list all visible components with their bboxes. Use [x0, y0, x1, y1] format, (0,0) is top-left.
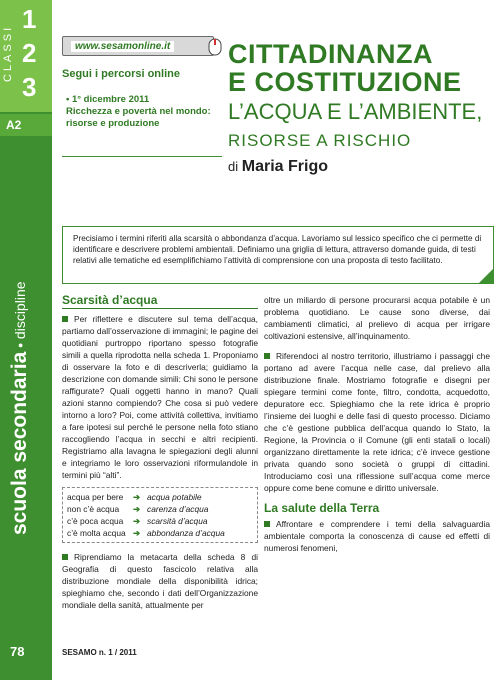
classi-label: CLASSI	[2, 24, 14, 83]
vocab-term: non c’è acqua	[67, 504, 120, 514]
paragraph-text: Riferendoci al nostro territorio, illustriamo i passaggi che portano ad avere l’acqua nelle case, dal prelievo alla distribuzione finale. Mostriamo fotografie e disegni per spiegare termini come fonte, filtro, condotta, acquedotto, depuratore ecc. Spieghiamo che la rete idrica è proprio l’insieme dei luoghi e delle fasi di questo processo. Diciamo che c’è gestione pubblica dell’acqua quando lo Stato, la Regione, la Provincia o il Comune (gli enti statali o locali) organizzano direttamente la rete idrica; c’è invece gestione privata quando sono società o gruppi di cittadini. Introduciamo così una riflessione sull’acqua come merce oppure come bene comune e diritto universale.	[264, 351, 490, 493]
vertical-title-sub: • discipline	[12, 281, 28, 352]
class-number-3: 3	[22, 72, 37, 102]
right-column	[264, 294, 490, 560]
arrow-right-icon: ➔	[133, 492, 141, 502]
page-number: 78	[10, 644, 25, 659]
title-line-2: E COSTITUZIONE	[228, 67, 462, 97]
vocab-term: c’è molta acqua	[67, 528, 126, 538]
vertical-title-main: scuola secondaria	[8, 351, 31, 535]
subtitle-line-2: RISORSE A RISCHIO	[228, 131, 412, 150]
bullet-square-icon	[264, 353, 270, 359]
online-heading: Segui i percorsi online	[62, 68, 180, 80]
arrow-right-icon: ➔	[133, 516, 141, 526]
online-block	[62, 36, 214, 130]
paragraph-text: oltre un miliardo di persone procurarsi acqua potabile è un problema quotidiano. Le cause sono diverse, dai cambiamenti climatici, al prelievo di acqua per irrigare coltivazioni estensive, all’inquinamento.	[264, 295, 490, 341]
vocabulary-box	[62, 487, 258, 543]
left-column	[62, 294, 258, 617]
online-item-title: Ricchezza e povertà nel mondo: risorse e produzione	[66, 106, 211, 129]
paragraph	[62, 313, 258, 481]
vocab-replacement: carenza d’acqua	[147, 504, 209, 514]
title-line-1: CITTADINANZA	[228, 39, 433, 69]
paragraph-text: Riprendiamo la metacarta della scheda 8 di Geografia di questo fascicolo relativa alla distribuzione mondiale della disponibilità idrica; spieghiamo che, secondo i dati dell’Organizzazione mondiale della sanità, attualmente per	[62, 552, 258, 610]
arrow-right-icon: ➔	[133, 528, 141, 538]
intro-text: Precisiamo i termini riferiti alla scarsità o abbondanza d’acqua. Lavoriamo sul lessico specifico che ci permette di identificare e descrivere problemi ambientali. Definiamo una griglia di lettura, attraverso domande guida, di testi relativi alle tematiche ed esemplifichiamo l’attività di comprensione con una proposta di testo facilitato.	[73, 234, 482, 265]
side-band	[0, 0, 52, 680]
vocab-row	[67, 491, 253, 503]
site-url[interactable]: www.sesamonline.it	[71, 41, 174, 52]
section-heading-scarsita: Scarsità d’acqua	[62, 294, 258, 309]
bullet-square-icon	[62, 554, 68, 560]
subtitle-line-1: L’ACQUA E L’AMBIENTE,	[228, 99, 483, 124]
footer-issue: SESAMO n. 1 / 2011	[62, 648, 137, 657]
section-code: A2	[0, 114, 52, 136]
author-name: Maria Frigo	[241, 158, 328, 175]
header-divider	[62, 156, 222, 157]
paragraph-text: Affrontare e comprendere i temi della salvaguardia ambientale comporta la conoscenza di cause ed effetti di numerosi fenomeni,	[264, 519, 490, 553]
vocab-row	[67, 503, 253, 515]
bullet-square-icon	[264, 521, 270, 527]
author-prefix: di	[228, 159, 239, 174]
vocab-term: c’è poca acqua	[67, 516, 124, 526]
online-item-date: • 1° dicembre 2011	[66, 94, 150, 105]
vocab-row	[67, 527, 253, 539]
intro-box	[62, 226, 494, 284]
paragraph	[264, 518, 490, 554]
arrow-right-icon: ➔	[133, 504, 141, 514]
paragraph	[264, 350, 490, 494]
author-line	[228, 158, 496, 176]
vocab-term: acqua per bere	[67, 492, 124, 502]
online-item[interactable]	[62, 94, 214, 130]
vertical-section-title	[8, 165, 32, 535]
vocab-replacement: scarsità d’acqua	[147, 516, 208, 526]
classi-box	[0, 0, 52, 112]
vocab-row	[67, 515, 253, 527]
section-heading-salute: La salute della Terra	[264, 501, 380, 515]
vocab-replacement: abbondanza d’acqua	[147, 528, 225, 538]
url-bar[interactable]	[62, 36, 214, 56]
paragraph	[264, 294, 490, 342]
class-number-2: 2	[22, 38, 37, 68]
intro-corner	[478, 268, 494, 284]
paragraph-text: Per riflettere e discutere sul tema dell’acqua, partiamo dall’osservazione di immagini; le pagine dei quotidiani purtroppo riportano spesso fotografie simili a quella riprodotta nella scheda 1. Proponiamo di osservare la foto e di descriverla; guidiamo la descrizione con domande simili: Chi sono le persone raffigurate? Quali oggetti hanno in mano? Quali azioni stanno compiendo? Che cosa si può vedere intorno a loro? Poi, come attività collettiva, invitiamo a fare ipotesi sul perché le persone nella foto stiano raccogliendo l’acqua in secchi e altri recipienti. Registriamo alla lavagna le spiegazioni degli alunni e integriamo le loro osservazioni riformulandole in termini più “alti”.	[62, 314, 258, 480]
paragraph	[62, 551, 258, 611]
title-block	[228, 40, 496, 176]
class-number-1: 1	[22, 4, 37, 34]
mouse-icon	[208, 38, 222, 56]
bullet-square-icon	[62, 316, 68, 322]
vocab-replacement: acqua potabile	[147, 492, 202, 502]
